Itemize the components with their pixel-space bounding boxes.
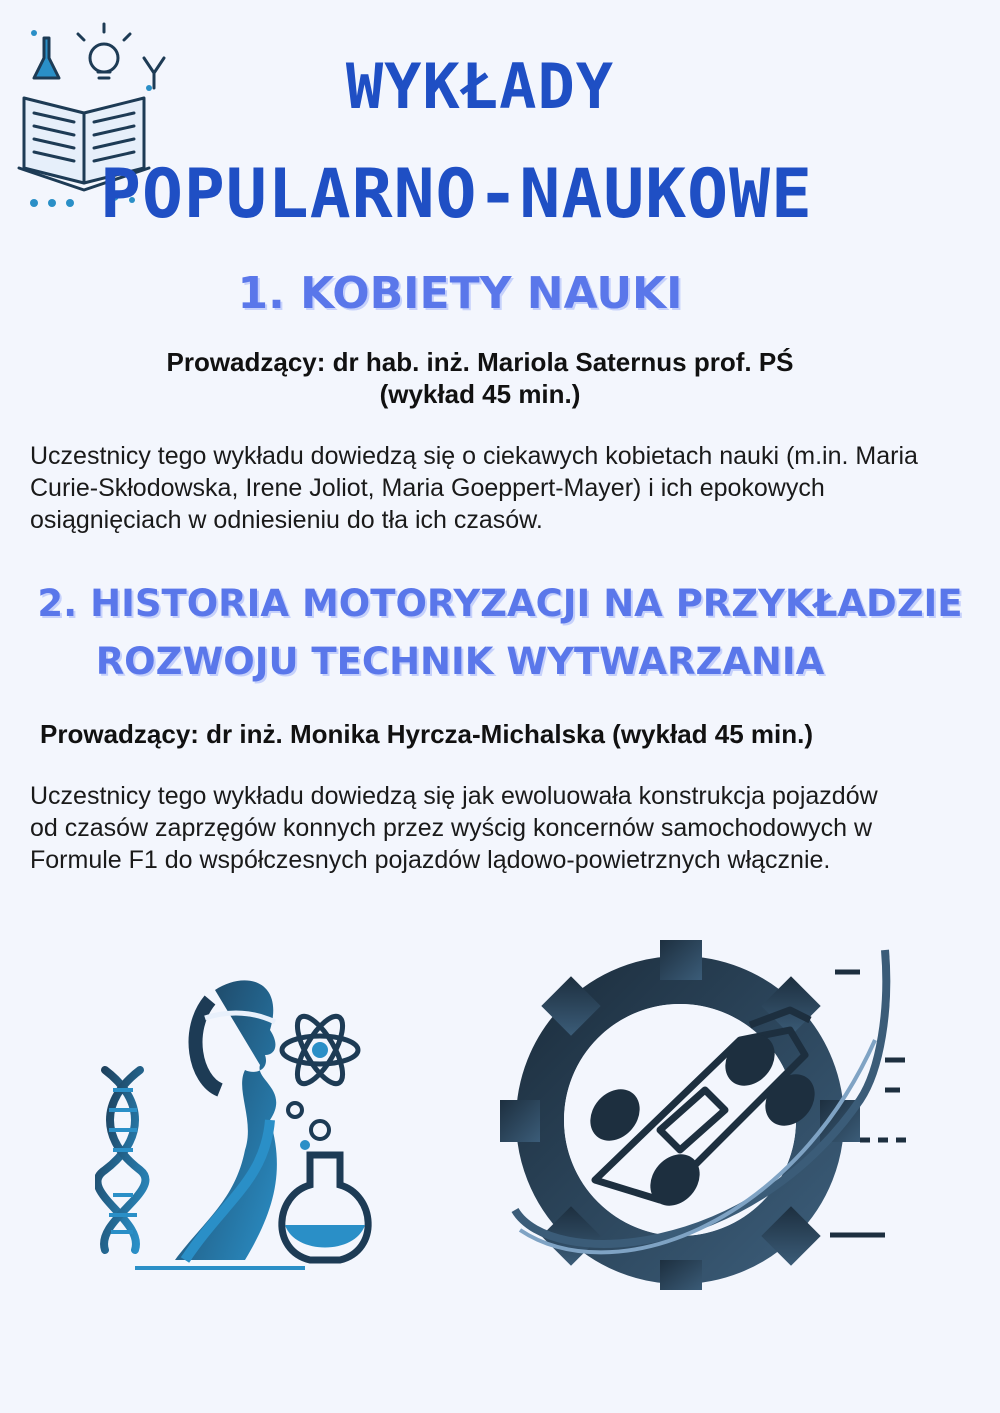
- title-line-2: POPULARNO-NAUKOWE: [100, 155, 813, 234]
- lecture2-lecturer: Prowadzący: dr inż. Monika Hyrcza-Michalska (wykład 45 min.): [40, 719, 814, 749]
- title-line-1: WYKŁADY: [345, 50, 615, 123]
- lecture1-duration: (wykład 45 min.): [379, 379, 581, 409]
- woman-science-illustration: [95, 970, 385, 1280]
- lecture1-lecturer: [0, 346, 960, 410]
- lecture1-lecturer-name: Prowadzący: dr hab. inż. Mariola Saternus prof. PŚ: [166, 347, 794, 377]
- lecture2-description: Uczestnicy tego wykładu dowiedzą się jak ewoluowała konstrukcja pojazdów od czasów zaprzęgów konnych przez wyścig koncernów samochodowych w Formule F1 do współczesnych pojazdów lądowo-powietrznych włącznie.: [30, 782, 878, 874]
- lecture2-heading-line2: ROZWOJU TECHNIK WYTWARZANIA: [95, 640, 825, 683]
- lecture2-heading-line1: 2. HISTORIA MOTORYZACJI NA PRZYKŁADZIE: [37, 582, 963, 625]
- lecture1-description: Uczestnicy tego wykładu dowiedzą się o ciekawych kobietach nauki (m.in. Maria Curie-Skłodowska, Irene Joliot, Maria Goeppert-Mayer) i ich epokowych osiągnięciach w odniesieniu do tła ich czasów.: [30, 442, 918, 534]
- racing-car-gear-illustration: [490, 930, 930, 1290]
- lecture1-heading: 1. KOBIETY NAUKI: [237, 268, 683, 319]
